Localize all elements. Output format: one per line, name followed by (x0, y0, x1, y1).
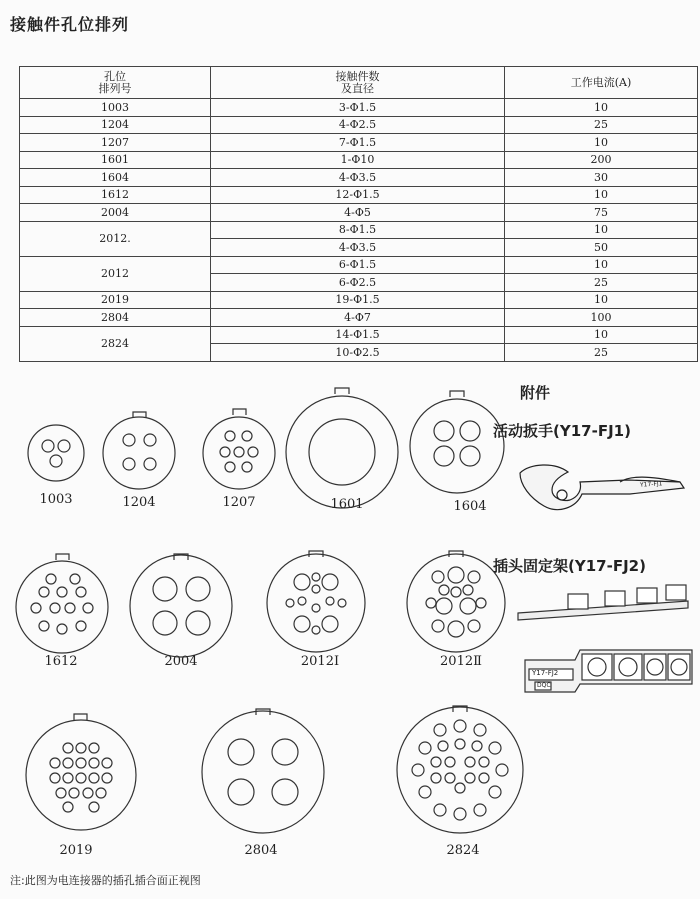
layout-1003-drawing (28, 425, 84, 481)
cell-current: 10 (505, 221, 698, 239)
cell-layout-no: 2824 (20, 326, 211, 361)
wrench-label: 活动扳手(Y17-FJ1) (493, 422, 631, 440)
cell-contacts: 1-Φ10 (211, 151, 505, 169)
table-row (20, 116, 698, 134)
figure-label-1604: 1604 (453, 499, 487, 514)
cell-current: 10 (505, 134, 698, 152)
table-row (20, 326, 698, 344)
bracket-logo: DQC (537, 682, 551, 689)
cell-current: 30 (505, 169, 698, 187)
cell-contacts: 4-Φ5 (211, 204, 505, 222)
cell-layout-no: 1003 (20, 99, 211, 117)
figure-label-1003: 1003 (39, 492, 73, 507)
table-row (20, 291, 698, 309)
layout-2804-drawing (202, 709, 324, 833)
cell-layout-no: 2012 (20, 256, 211, 291)
cell-current: 25 (505, 274, 698, 292)
layout-1612-drawing (16, 554, 108, 653)
cell-layout-no: 2019 (20, 291, 211, 309)
header-contacts: 接触件数 及直径 (211, 67, 505, 99)
cell-layout-no: 2004 (20, 204, 211, 222)
cell-layout-no: 1604 (20, 169, 211, 187)
cell-current: 75 (505, 204, 698, 222)
cell-contacts: 6-Φ2.5 (211, 274, 505, 292)
table-row (20, 186, 698, 204)
cell-contacts: 4-Φ7 (211, 309, 505, 327)
figure-label-2012-1: 2012Ⅰ (300, 654, 340, 669)
cell-current: 25 (505, 116, 698, 134)
cell-layout-no: 2804 (20, 309, 211, 327)
figure-label-1601: 1601 (330, 497, 364, 512)
layout-2012-1-drawing (267, 551, 365, 652)
cell-layout-no: 1612 (20, 186, 211, 204)
cell-contacts: 8-Φ1.5 (211, 221, 505, 239)
cell-current: 200 (505, 151, 698, 169)
cell-current: 100 (505, 309, 698, 327)
figure-label-2824: 2824 (446, 843, 480, 858)
figure-label-2004: 2004 (164, 654, 198, 669)
cell-current: 25 (505, 344, 698, 362)
layout-1604-drawing (410, 391, 504, 493)
cell-current: 10 (505, 291, 698, 309)
figure-label-2019: 2019 (59, 843, 93, 858)
header-current: 工作电流(A) (505, 67, 698, 99)
figure-label-2804: 2804 (244, 843, 278, 858)
bracket-side-drawing (518, 585, 688, 620)
figure-label-1612: 1612 (44, 654, 78, 669)
page-title: 接触件孔位排列 (10, 15, 130, 34)
layout-2824-drawing (397, 706, 523, 833)
layout-drawings (0, 370, 700, 850)
contact-spec-table (19, 66, 698, 362)
table-row (20, 204, 698, 222)
cell-current: 50 (505, 239, 698, 257)
header-layout-no: 孔位 排列号 (20, 67, 211, 99)
table-row (20, 256, 698, 274)
figure-label-2012-2: 2012Ⅱ (440, 654, 482, 669)
cell-contacts: 4-Φ3.5 (211, 169, 505, 187)
bracket-label: 插头固定架(Y17-FJ2) (493, 557, 646, 575)
figure-label-1204: 1204 (122, 495, 156, 510)
footnote: 注:此图为电连接器的插孔插合面正视图 (10, 874, 201, 887)
cell-current: 10 (505, 256, 698, 274)
cell-contacts: 19-Φ1.5 (211, 291, 505, 309)
accessories-heading: 附件 (520, 384, 551, 402)
cell-contacts: 12-Φ1.5 (211, 186, 505, 204)
table-row (20, 151, 698, 169)
table-row (20, 169, 698, 187)
cell-current: 10 (505, 186, 698, 204)
table-row (20, 99, 698, 117)
cell-contacts: 14-Φ1.5 (211, 326, 505, 344)
table-body (20, 99, 698, 362)
cell-layout-no: 1207 (20, 134, 211, 152)
bracket-marking: Y17-FJ2 (532, 669, 559, 677)
cell-layout-no: 1204 (20, 116, 211, 134)
cell-contacts: 6-Φ1.5 (211, 256, 505, 274)
cell-current: 10 (505, 99, 698, 117)
layout-1207-drawing (203, 409, 275, 489)
cell-contacts: 3-Φ1.5 (211, 99, 505, 117)
layout-2019-drawing (26, 714, 136, 830)
cell-contacts: 4-Φ3.5 (211, 239, 505, 257)
table-row (20, 134, 698, 152)
layout-1204-drawing (103, 412, 175, 489)
cell-layout-no: 1601 (20, 151, 211, 169)
table-header-row (20, 67, 698, 99)
cell-contacts: 7-Φ1.5 (211, 134, 505, 152)
table-row (20, 309, 698, 327)
cell-current: 10 (505, 326, 698, 344)
layout-1601-drawing (286, 388, 398, 508)
table-row (20, 221, 698, 239)
figure-label-1207: 1207 (222, 495, 256, 510)
layout-2012-2-drawing (407, 551, 505, 652)
cell-layout-no: 2012. (20, 221, 211, 256)
cell-contacts: 10-Φ2.5 (211, 344, 505, 362)
wrench-marking: Y17-FJ1 (639, 480, 663, 489)
cell-contacts: 4-Φ2.5 (211, 116, 505, 134)
layout-2004-drawing (130, 554, 232, 657)
